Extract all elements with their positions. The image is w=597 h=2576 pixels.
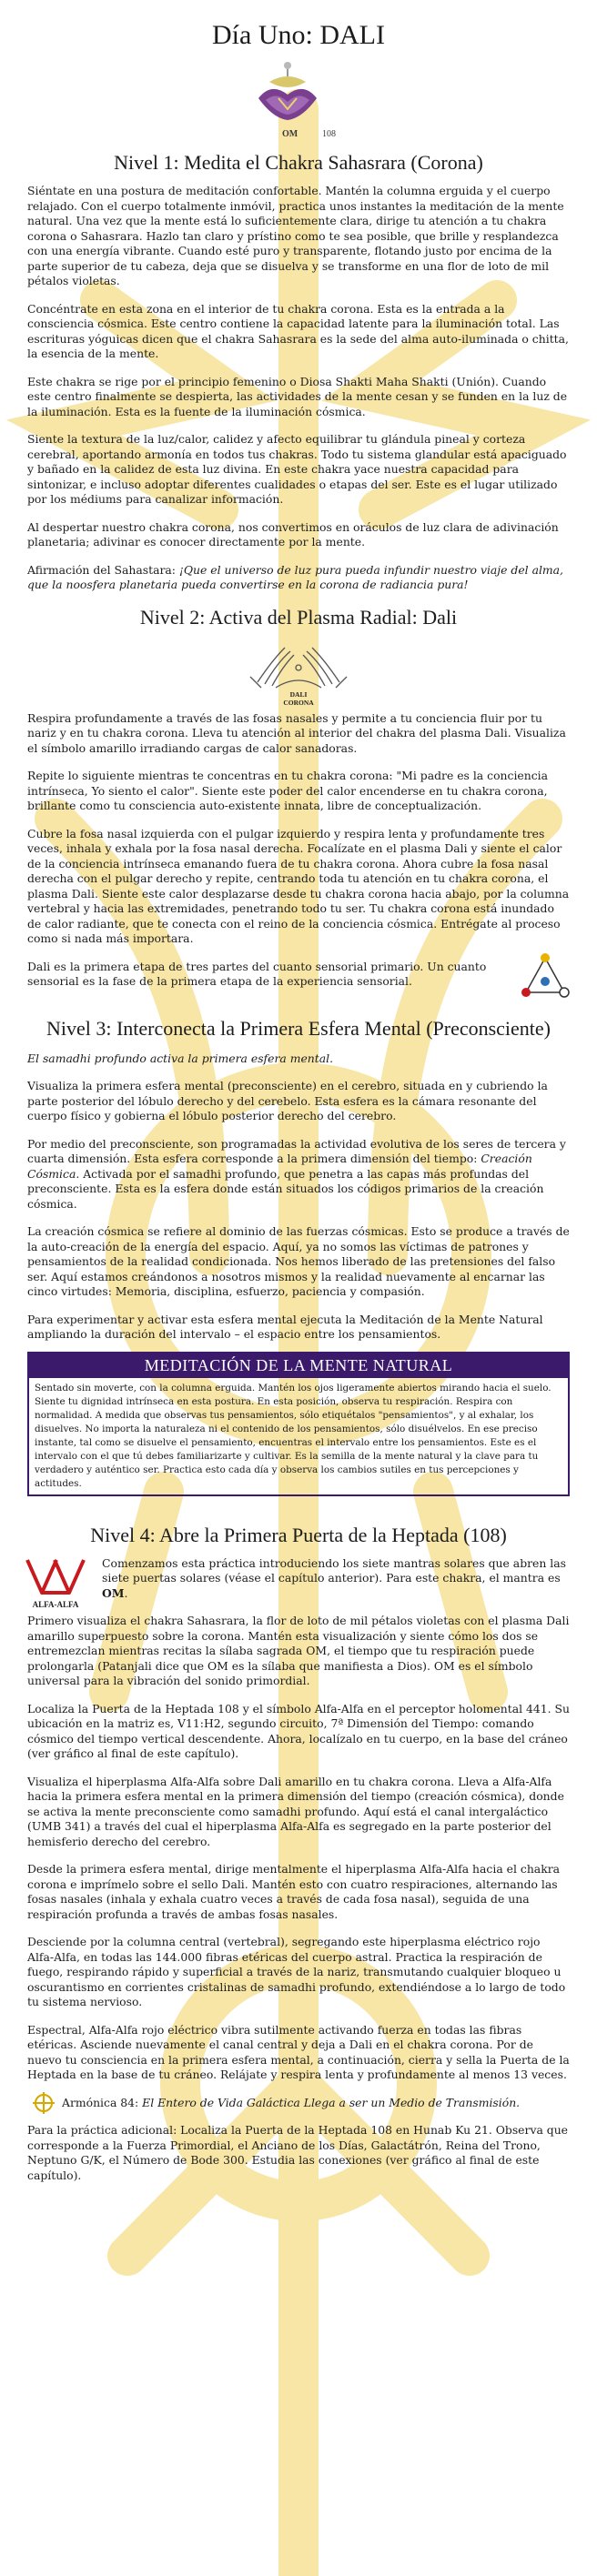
dali-hand-icon [250, 648, 347, 688]
paragraph: Respira profundamente a través de las fosas nasales y permite a tu conciencia fluir por tu nariz y en tu chakra corona. Lleva tu atención al interior del chakra del plasma Dali. Visualiza el símbolo amarillo irradiando cargas de calor sanadoras. [27, 710, 566, 755]
paragraph: Visualiza el hiperplasma Alfa-Alfa sobre Dali amarillo en tu chakra corona. Lleva a Alfa-Alfa hacia la primera esfera mental en la primera dimensión del tiempo (creación cósmica), donde se activa la mente preconsciente como samadhi profundo. Aquí está el canal intergaláctico (UMB 341) a través del cual el hiperplasma Alfa-Alfa es segregado en la parte posterior del hemisferio derecho del cerebro. [27, 1774, 564, 1848]
paragraph: Repite lo siguiente mientras te concentras en tu chakra corona: "Mi padre es la conciencia intrínseca, Yo siento el calor". Siente este poder del calor encenderse en tu chakra corona, brillante como tu consciencia auto-existente innata, libre de conceptualización. [27, 769, 549, 812]
paragraph: El samadhi profundo activa la primera esfera mental. [27, 1051, 334, 1065]
natural-mind-meditation-box [27, 1352, 570, 1496]
affirmation-paragraph [27, 563, 570, 593]
section-heading-level-4: Nivel 4: Abre la Primera Puerta de la Heptada (108) [90, 1523, 507, 1546]
paragraph: Dali es la primera etapa de tres partes del cuanto sensorial primario. Un cuanto sensorial es la fase de la primera etapa de la experiencia sensorial. [27, 959, 487, 988]
sensory-quantum-icon [521, 952, 570, 1001]
text-run: El Entero de Vida Galáctica Llega a ser un Medio de Transmisión. [142, 2095, 521, 2109]
section-heading-level-2: Nivel 2: Activa del Plasma Radial: Dali [139, 605, 458, 629]
om-label: OM [282, 129, 298, 139]
dali-label: DALI [289, 689, 308, 699]
logo-number: 108 [322, 129, 336, 139]
lotus-icon [258, 62, 317, 120]
text-run: Creación Cósmica [27, 1152, 532, 1181]
paragraph: Siéntate en una postura de meditación confortable. Mantén la columna erguida y el cuerpo relajado. Con el cuerpo totalmente inmóvil, practica unos instantes la meditación de la mente natural. Una vez que la mente está lo suficientemente clara, dirige tu atención a tu chakra corona o Sahasrara. Hazlo tan claro y prístino como te sea posible, que brille y resplandezca con una energía vibrante. Cuando esté puro y transparente, flotando justo por encima de la parte superior de tu cabeza, deja que se disuelva y se transforme en una flor de loto de mil pétalos violetas. [27, 184, 564, 287]
paragraph: Visualiza la primera esfera mental (preconsciente) en el cerebro, situada en y cubriendo la parte posterior del lóbulo derecho y del cerebelo. Esta esfera es la cámara resonante del cuerpo físico y gobierna el lóbulo posterior derecho del cerebro. [27, 1079, 548, 1122]
dali-glyph [239, 637, 358, 708]
text-run: Comenzamos esta práctica introduciendo los siete mantras solares que abren las siete puertas solares (véase el capítulo anterior). Para este chakra, el mantra es [102, 1555, 567, 1585]
affirmation-text: ¡Que el universo de luz pura pueda infundir nuestro viaje del alma, que la noosfera planetaria pueda convertirse en la corona de radiancia pura! [27, 562, 563, 591]
page-title: Día Uno: DALI [212, 20, 385, 50]
paragraph: Al despertar nuestro chakra corona, nos convertimos en oráculos de luz clara de adivinación planetaria; adivinar es conocer directamente por la mente. [27, 519, 559, 548]
paragraph: La creación cósmica se refiere al dominio de las fuerzas cósmicas. Esto se produce a través de la auto-creación de la energía del espacio. Aquí, ya no somos las víctimas de patrones y pensamientos de la realidad condicionada. Nos hemos liberado de las pretensiones del falso ser. Aquí estamos creándonos a nosotros mismos y la realidad nuevamente al encarnar las cinco virtudes: Memoria, disciplina, esfuerzo, paciencia y compasión. [27, 1224, 570, 1298]
paragraph [27, 1137, 570, 1213]
harmonic-icon [31, 2090, 56, 2116]
section-heading-level-1: Nivel 1: Medita el Chakra Sahasrara (Corona) [114, 151, 483, 174]
affirmation-label: Afirmación del Sahastara: [27, 562, 179, 577]
box-title: MEDITACIÓN DE LA MENTE NATURAL [29, 1353, 568, 1378]
paragraph: Desde la primera esfera mental, dirige mentalmente el hiperplasma Alfa-Alfa hacia el chakra corona e imprímelo sobre el sello Dali. Mantén esto con cuatro respiraciones, alternando las fosas nasales (inhala y exhala cuatro veces a través de cada fosa nasal), seguida de una respiración profunda a través de ambas fosas nasales. [27, 1862, 561, 1921]
corona-label: CORONA [283, 698, 314, 707]
lotus-om-logo [235, 58, 362, 142]
paragraph: Para la práctica adicional: Localiza la Puerta de la Heptada 108 en Hunab Ku 21. Observa que corresponde a la Fuerza Primordial, el Anciano de los Días, Galactátrón, Reina del Trono, Neptuno G/K, el Número de Bode 300. Estudia las conexiones (ver gráfico al final de este capítulo). [27, 2123, 569, 2182]
text-run: OM [102, 1585, 125, 1600]
text-run: . Activada por el samadhi profundo, que penetra a las capas más profundas del preconsciente. Esta es la esfera donde están situados los códigos primarios de la creación cósmica. [27, 1166, 544, 1211]
paragraph: Siente la textura de la luz/calor, calidez y afecto equilibrar tu glándula pineal y corteza cerebral, aportando armonía en todos tus chakras. Todo tu sistema glandular está apaciguado y bañado en la calidez de esta luz divina. En este chakra yace nuestra capacidad para sintonizar, e incluso adoptar diferentes cualidades o etapas del ser. Este es el lugar utilizado por los médiums para canalizar información. [27, 432, 567, 506]
paragraph: Espectral, Alfa-Alfa rojo eléctrico vibra sutilmente activando fuerza en todas las fibras etéricas. Asciende nuevamente el canal central y deja a Dali en el chakra corona. Por de nuevo tu consciencia en la primera esfera mental, a continuación, cierra y sella la Puerta de la Heptada en la base de tu cráneo. Relájate y respira lenta y profundamente al menos 13 veces. [27, 2022, 570, 2081]
alfa-alfa-icon [27, 1560, 84, 1593]
paragraph: Desciende por la columna central (vertebral), segregando este hiperplasma eléctrico rojo Alfa-Alfa, en todas las 144.000 fibras etéricas del cuerpo astral. Practica la respiración de fuego, respirando rápido y superficial a través de la nariz, transmutando cualquier bloqueo u oscurantismo en corrientes cristalinas de samadhi profundo, extendiéndose a lo largo de todo tu sistema nervioso. [27, 1935, 566, 2008]
text-run: Armónica 84: [62, 2095, 143, 2109]
paragraph: Para experimentar y activar esta esfera mental ejecuta la Meditación de la Mente Natural ampliando la duración del intervalo – el espacio entre los pensamientos. [27, 1312, 543, 1341]
paragraph [27, 1556, 570, 1602]
text-run: Por medio del preconsciente, son programadas la actividad evolutiva de los seres de tercera y cuarta dimensión. Esta esfera corresponde a la primera dimensión del tiempo: [27, 1136, 566, 1165]
paragraph: Cubre la fosa nasal izquierda con el pulgar izquierdo y respira lenta y profundamente tres veces, inhala y exhala por la fosa nasal derecha. Focalízate en el plasma Dali y siente el calor de la conciencia intrínseca emanando fuera de tu chakra corona. Ahora cubre la fosa nasal derecha con el pulgar derecho y repite, centrando toda tu atención en tu chakra corona, el plasma Dali. Siente este calor desplazarse desde tu chakra corona hacia abajo, por la columna vertebral y hacia las extremidades, penetrando todo tu ser. Tu chakra corona está inundado de calor radiante, que te conecta con el reino de la conciencia cósmica. Entrégate al proceso como si nada más importara. [27, 826, 570, 945]
alfa-alfa-label: ALFA-ALFA [32, 1599, 79, 1609]
harmonic-paragraph [62, 2096, 570, 2111]
section-heading-level-3: Nivel 3: Interconecta la Primera Esfera Mental (Preconsciente) [46, 1016, 551, 1040]
paragraph: Este chakra se rige por el principio femenino o Diosa Shakti Maha Shakti (Unión). Cuando este centro finalmente se despierta, las actividades de la mente cesan y se funden en la luz de la iluminación. Esta es la fuente de la iluminación cósmica. [27, 374, 568, 418]
alfa-alfa-glyph [20, 1556, 91, 1611]
paragraph: Primero visualiza el chakra Sahasrara, la flor de loto de mil pétalos violetas con el plasma Dali amarillo superpuesto sobre la corona. Mantén esta visualización y siente cómo los dos se entremezclan mientras recitas la sílaba sagrada OM, el tiempo que tu respiración puede prolongarla (Patanjali dice que OM es la sílaba que manifiesta a Dios). OM es el símbolo universal para la vibración del sonido primordial. [27, 1614, 570, 1687]
text-run: . [124, 1585, 128, 1600]
paragraph: Localiza la Puerta de la Heptada 108 y el símbolo Alfa-Alfa en el perceptor holomental 441. Su ubicación en la matriz es, V11:H2, segundo circuito, 7ª Dimensión del Tiempo: comando cósmico del tiempo vertical descendente. Ahora, localízalo en tu cuerpo, en la base del cráneo (ver gráfico al final de este capítulo). [27, 1701, 570, 1760]
paragraph: Concéntrate en esta zona en el interior de tu chakra corona. Esta es la entrada a la consciencia cósmica. Este centro contiene la capacidad latente para la iluminación total. Las escrituras yóguicas dicen que el chakra Sahasrara es la sede del alma auto-iluminada o chitta, la esencia de la mente. [27, 301, 569, 360]
box-body: Sentado sin moverte, con la columna erguida. Mantén los ojos ligeramente abiertos mirando hacia el suelo. Siente tu dignidad intrínseca en esta postura. En esta posición, observa tu respiración. Respira con normalidad. A medida que observas tus pensamientos, sólo etiquétalos "pensamientos", y al exhalar, los disuelves. No importa la naturaleza ni el contenido de los pensamientos, sólo disuélvelos. En ese preciso instante, tal como se disuelve el pensamiento, encuentras el intervalo entre los pensamientos. Este es el intervalo con el que tú debes familiarizarte y cultivar. Es la semilla de la mente natural y la clave para tu verdadero y auténtico ser. Practica esto cada día y observa los cambios sutiles en tus percepciones y actitudes. [35, 1382, 551, 1489]
